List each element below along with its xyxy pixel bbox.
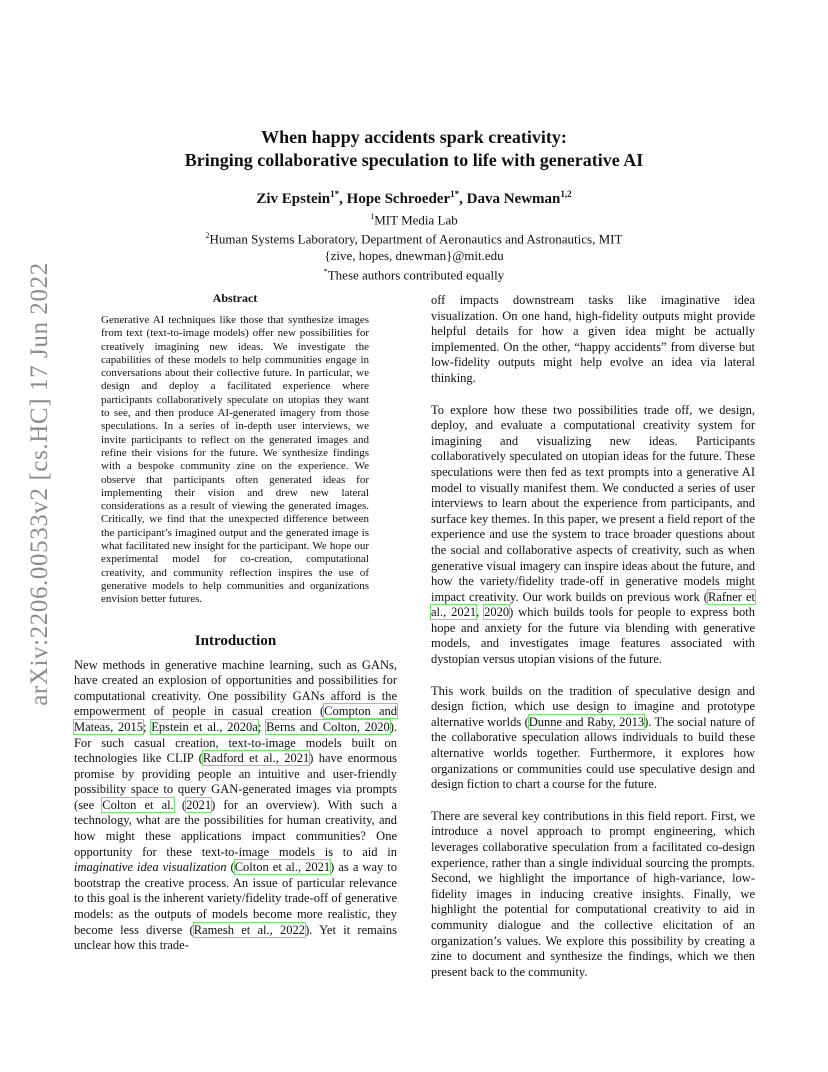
title-line-2: Bringing collaborative speculation to life with generative AI <box>184 150 644 170</box>
text-run: This work builds on the tradition of speculative design and design fiction, which use design to imagine and prototype alternative worlds ( <box>431 683 755 729</box>
text-run: ). For such casual creation, text-to-image models built on technologies like CLIP ( <box>74 719 397 766</box>
abstract-text: Generative AI techniques like those that synthesize images from text (text-to-image models) offer new possibilities for creatively imagining new ideas. We investigate the capabilities of these models to help communities engage in conversations about their collective future. In particular, we design and deploy a facilitated experience where participants collaboratively speculate on utopias they want to see, and then produce AI-generated imagery from those speculations. In a series of in-depth user interviews, we invite participants to reflect on the generated images and refine their visions for the future. We synthesize findings with a bespoke community zine on the experience. We observe that participants often generated ideas for implementing their vision and drew new lateral considerations as a result of viewing the generated images. Critically, we find that the unexpected difference between the participant’s imagined output and the generated image is what facilitated new insight for the participant. We hope our experimental model for co-creation, computational creativity, and community reflection inspires the use of generative models to help communities and organizations envision better futures. <box>101 314 369 606</box>
citation-link[interactable]: Colton et al. <box>102 797 174 812</box>
text-run: New methods in generative machine learning, such as GANs, have created an explosion of opportunities and possibilities for computational creativity. One possibility GANs afford is the empowerment of people in casual creation ( <box>74 657 397 719</box>
contributions-paragraph: There are several key contributions in this field report. First, we introduce a novel approach to prompt engineering, which leverages collaborative speculation from a facilitated co-design experience, rather than a single individual sourcing the prompts. Second, we highlight the importance of high-variance, low-fidelity images in inducing creative insights. Finally, we highlight the potential for computational creativity to aid in community dialogue and the collective elicitation of an organization’s values. We explore this possibility by creating a zine to document and synthesize the findings, which we then present back to the community. <box>431 808 755 979</box>
right-column <box>431 293 755 996</box>
continuation-paragraph: off impacts downstream tasks like imaginative idea visualization. On one hand, high-fidelity outputs might provide helpful details for how a given idea might be actually implemented. On the other, “happy accidents” from diverse but low-fidelity outputs might help evolve an idea via lateral thinking. <box>431 293 755 385</box>
citation-link[interactable]: Radford et al., 2021 <box>202 751 310 766</box>
emphasis-text: imaginative idea visualization <box>74 860 227 875</box>
citation-link[interactable]: 2020 <box>484 605 510 620</box>
author-superscript: 1* <box>330 189 340 199</box>
speculative-design-paragraph <box>431 684 755 793</box>
note-text: These authors contributed equally <box>327 266 505 282</box>
text-run: ) for an overview). With such a technology, what are the possibilities for human creativity, and how might these applications impact communities? One opportunity for these text-to-image models is to aid in <box>74 797 398 859</box>
paper-header <box>74 126 754 283</box>
author-superscript: 1* <box>450 189 460 199</box>
citation-link[interactable]: Berns and Colton, 2020 <box>266 719 390 734</box>
author-emails: {zive, hopes, dnewman}@mit.edu <box>324 247 504 263</box>
affiliation-marker: 1 <box>370 212 375 221</box>
title-line-1: When happy accidents spark creativity: <box>261 127 567 147</box>
affiliation-text: MIT Media Lab <box>374 212 458 228</box>
introduction-heading: Introduction <box>194 632 277 649</box>
text-run: ( <box>173 797 187 812</box>
text-run: , <box>476 605 485 620</box>
introduction-paragraph <box>74 658 397 954</box>
citation-link[interactable]: 2021 <box>186 797 212 812</box>
text-run: ( <box>226 860 235 875</box>
citation-link[interactable]: Rafner et al., 2021 <box>431 589 756 620</box>
text-run: ). The social nature of the collaborative speculation allows individuals to build these alternative worlds together. Furthermore, it explores how organizations or communities could use speculative design and design fiction to chart a course for the future. <box>431 714 756 792</box>
text-run: ). Yet it remains unclear how this trade- <box>74 922 397 953</box>
abstract-section <box>74 291 397 607</box>
citation-link[interactable]: Ramesh et al., 2022 <box>193 922 306 937</box>
author-separator: , <box>339 191 347 207</box>
text-run: ) as a way to bootstrap the creative process. An issue of particular relevance to this goal is the inherent variety/fidelity trade-off of generative models: as the outputs of models become more realistic, they become less diverse ( <box>74 860 397 937</box>
citation-link[interactable]: Compton and Mateas, 2015 <box>74 704 397 734</box>
left-column <box>74 288 397 954</box>
note-marker: * <box>323 266 328 276</box>
text-run: ) have enormous promise by providing people an intuitive and user-friendly possibility space to query GAN-generated images via prompts (see <box>74 751 397 812</box>
equal-contribution-note <box>74 264 754 283</box>
text-run: ; <box>142 719 152 734</box>
author-name: Dava Newman <box>466 191 561 207</box>
affiliation-2 <box>74 228 754 247</box>
system-paragraph <box>431 403 755 668</box>
affiliation-marker: 2 <box>205 231 210 241</box>
abstract-heading: Abstract <box>212 291 258 305</box>
author-name: Hope Schroeder <box>346 191 451 207</box>
text-run: ; <box>257 719 267 734</box>
affiliation-1 <box>74 209 754 228</box>
affiliation-text: Human Systems Laboratory, Department of Aeronautics and Astronautics, MIT <box>209 231 623 247</box>
author-name: Ziv Epstein <box>256 191 331 207</box>
citation-link[interactable]: Colton et al., 2021 <box>234 860 331 875</box>
author-list <box>74 185 754 209</box>
text-run: To explore how these two possibilities trade off, we design, deploy, and evaluate a computational creativity system for imagining and visualizing new ideas. Participants collaboratively speculated on utopian ideas for the future. These speculations were then fed as text prompts into a generative AI model to visually manifest them. We conducted a series of user interviews to learn about the experience from participants, and surface key themes. In this paper, we present a field report of the experience and use the system to trace broader questions about the social and collaborative aspects of creativity, such as when generative visual imagery can inspire ideas about the future, and how the variety/fidelity trade-off in generative models might impact creativity. Our work builds on previous work ( <box>431 402 755 604</box>
author-superscript: 1,2 <box>560 189 572 199</box>
text-run: ) which builds tools for people to express both hope and anxiety for the future via blending with generative models, and investigates image features associated with dystopian versus utopian visions of the future. <box>431 605 755 667</box>
arxiv-identifier[interactable]: arXiv:2206.00533v2 [cs.HC] 17 Jun 2022 <box>26 262 53 706</box>
author-separator: , <box>459 191 467 207</box>
citation-link[interactable]: Epstein et al., 2020a <box>151 719 258 734</box>
paper-title <box>74 126 754 172</box>
citation-link[interactable]: Dunne and Raby, 2013 <box>528 714 645 729</box>
